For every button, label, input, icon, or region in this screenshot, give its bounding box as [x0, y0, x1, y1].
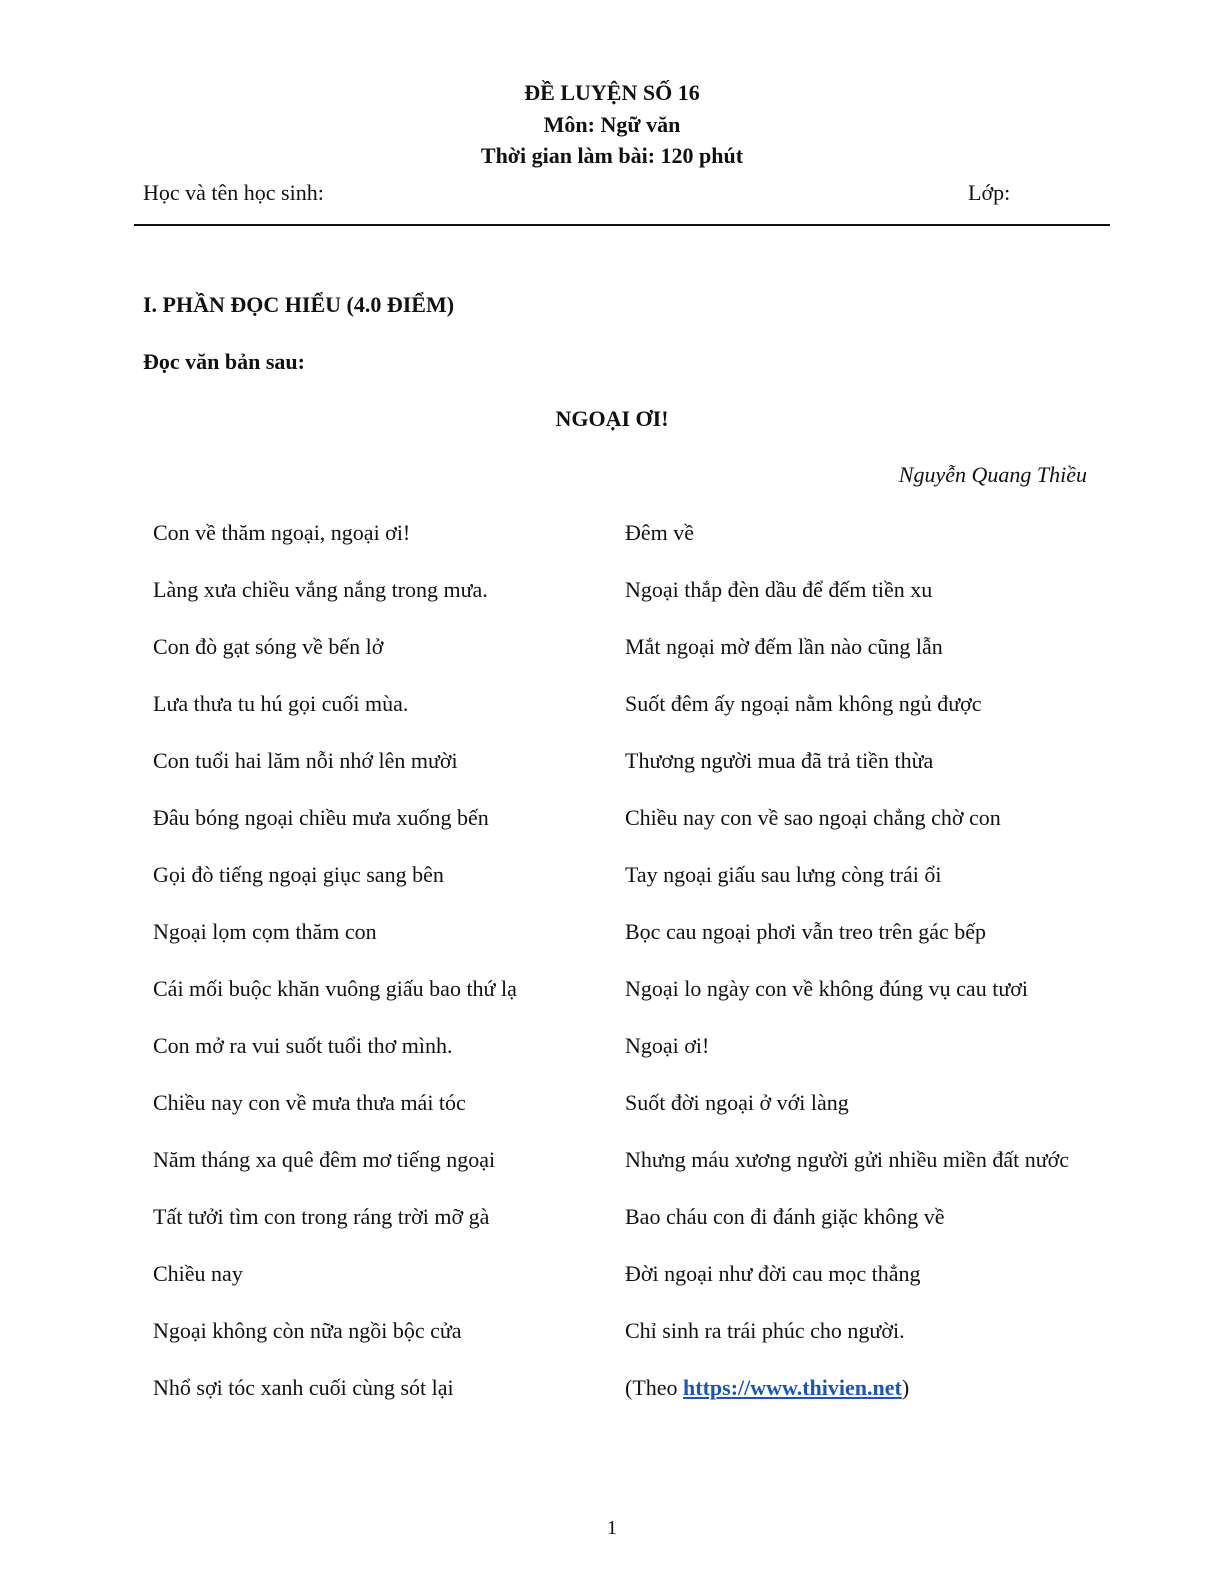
verse-line: Con đò gạt sóng về bến lở: [153, 634, 384, 659]
verse-line: Con về thăm ngoại, ngoại ơi!: [153, 520, 411, 545]
poem-author: Nguyễn Quang Thiều: [898, 462, 1087, 487]
exam-duration: Thời gian làm bài: 120 phút: [480, 143, 744, 168]
verse-line: Ngoại lo ngày con về không đúng vụ cau tươi: [625, 976, 1028, 1001]
verse-line: Nhưng máu xương người gửi nhiều miền đất nước: [625, 1147, 1070, 1172]
verse-line: Ngoại không còn nữa ngồi bộc cửa: [153, 1318, 462, 1343]
exam-title: ĐỀ LUYỆN SỐ 16: [524, 80, 700, 105]
poem-title: NGOẠI ƠI!: [555, 406, 669, 431]
source-citation: [625, 1374, 1077, 1402]
verse-line: Tay ngoại giấu sau lưng còng trái ổi: [625, 862, 942, 887]
verse-line: Nhổ sợi tóc xanh cuối cùng sót lại: [153, 1375, 454, 1400]
header-divider: [134, 224, 1110, 226]
verse-line: Con mở ra vui suốt tuổi thơ mình.: [153, 1033, 453, 1058]
verse-line: Chiều nay con về sao ngoại chẳng chờ con: [625, 805, 1001, 830]
verse-line: Chỉ sinh ra trái phúc cho người.: [625, 1318, 905, 1343]
verse-line: Năm tháng xa quê đêm mơ tiếng ngoại: [153, 1147, 496, 1172]
source-suffix: ): [901, 1375, 910, 1400]
verse-line: Đêm về: [625, 520, 695, 545]
exam-subject: Môn: Ngữ văn: [543, 112, 681, 137]
reading-instruction: Đọc văn bản sau:: [143, 349, 305, 374]
verse-line: Thương người mua đã trả tiền thừa: [625, 748, 934, 773]
verse-line: Đâu bóng ngoại chiều mưa xuống bến: [153, 805, 489, 830]
verse-line: Tất tưởi tìm con trong ráng trời mỡ gà: [153, 1204, 490, 1229]
verse-line: Lưa thưa tu hú gọi cuối mùa.: [153, 691, 409, 716]
source-prefix: (Theo: [625, 1375, 684, 1400]
verse-line: Suốt đêm ấy ngoại nằm không ngủ được: [625, 691, 982, 716]
verse-line: Chiều nay con về mưa thưa mái tóc: [153, 1090, 466, 1115]
verse-line: Con tuổi hai lăm nỗi nhớ lên mười: [153, 748, 458, 773]
verse-line: Suốt đời ngoại ở với làng: [625, 1090, 849, 1115]
verse-line: Làng xưa chiều vắng nắng trong mưa.: [153, 577, 488, 602]
section-heading: I. PHẦN ĐỌC HIỂU (4.0 ĐIỂM): [143, 292, 455, 317]
verse-line: Ngoại ơi!: [625, 1033, 710, 1058]
verse-line: Bọc cau ngoại phơi vẫn treo trên gác bếp: [625, 919, 987, 944]
poem-left-column: [153, 519, 593, 1431]
student-name-label: Học và tên học sinh:: [143, 180, 324, 205]
verse-line: Mắt ngoại mờ đếm lần nào cũng lẫn: [625, 634, 943, 659]
verse-line: Ngoại thắp đèn dầu để đếm tiền xu: [625, 577, 933, 602]
poem-right-column: [625, 519, 1077, 1431]
page-number: 1: [607, 1517, 617, 1539]
verse-line: Cái mối buộc khăn vuông giấu bao thứ lạ: [153, 976, 517, 1001]
source-link[interactable]: https://www.thivien.net: [683, 1375, 902, 1400]
verse-line: Chiều nay: [153, 1261, 243, 1286]
verse-line: Gọi đò tiếng ngoại giục sang bên: [153, 862, 444, 887]
class-label: Lớp:: [968, 180, 1011, 205]
verse-line: Đời ngoại như đời cau mọc thẳng: [625, 1261, 921, 1286]
verse-line: Ngoại lọm cọm thăm con: [153, 919, 377, 944]
verse-line: Bao cháu con đi đánh giặc không về: [625, 1204, 945, 1229]
